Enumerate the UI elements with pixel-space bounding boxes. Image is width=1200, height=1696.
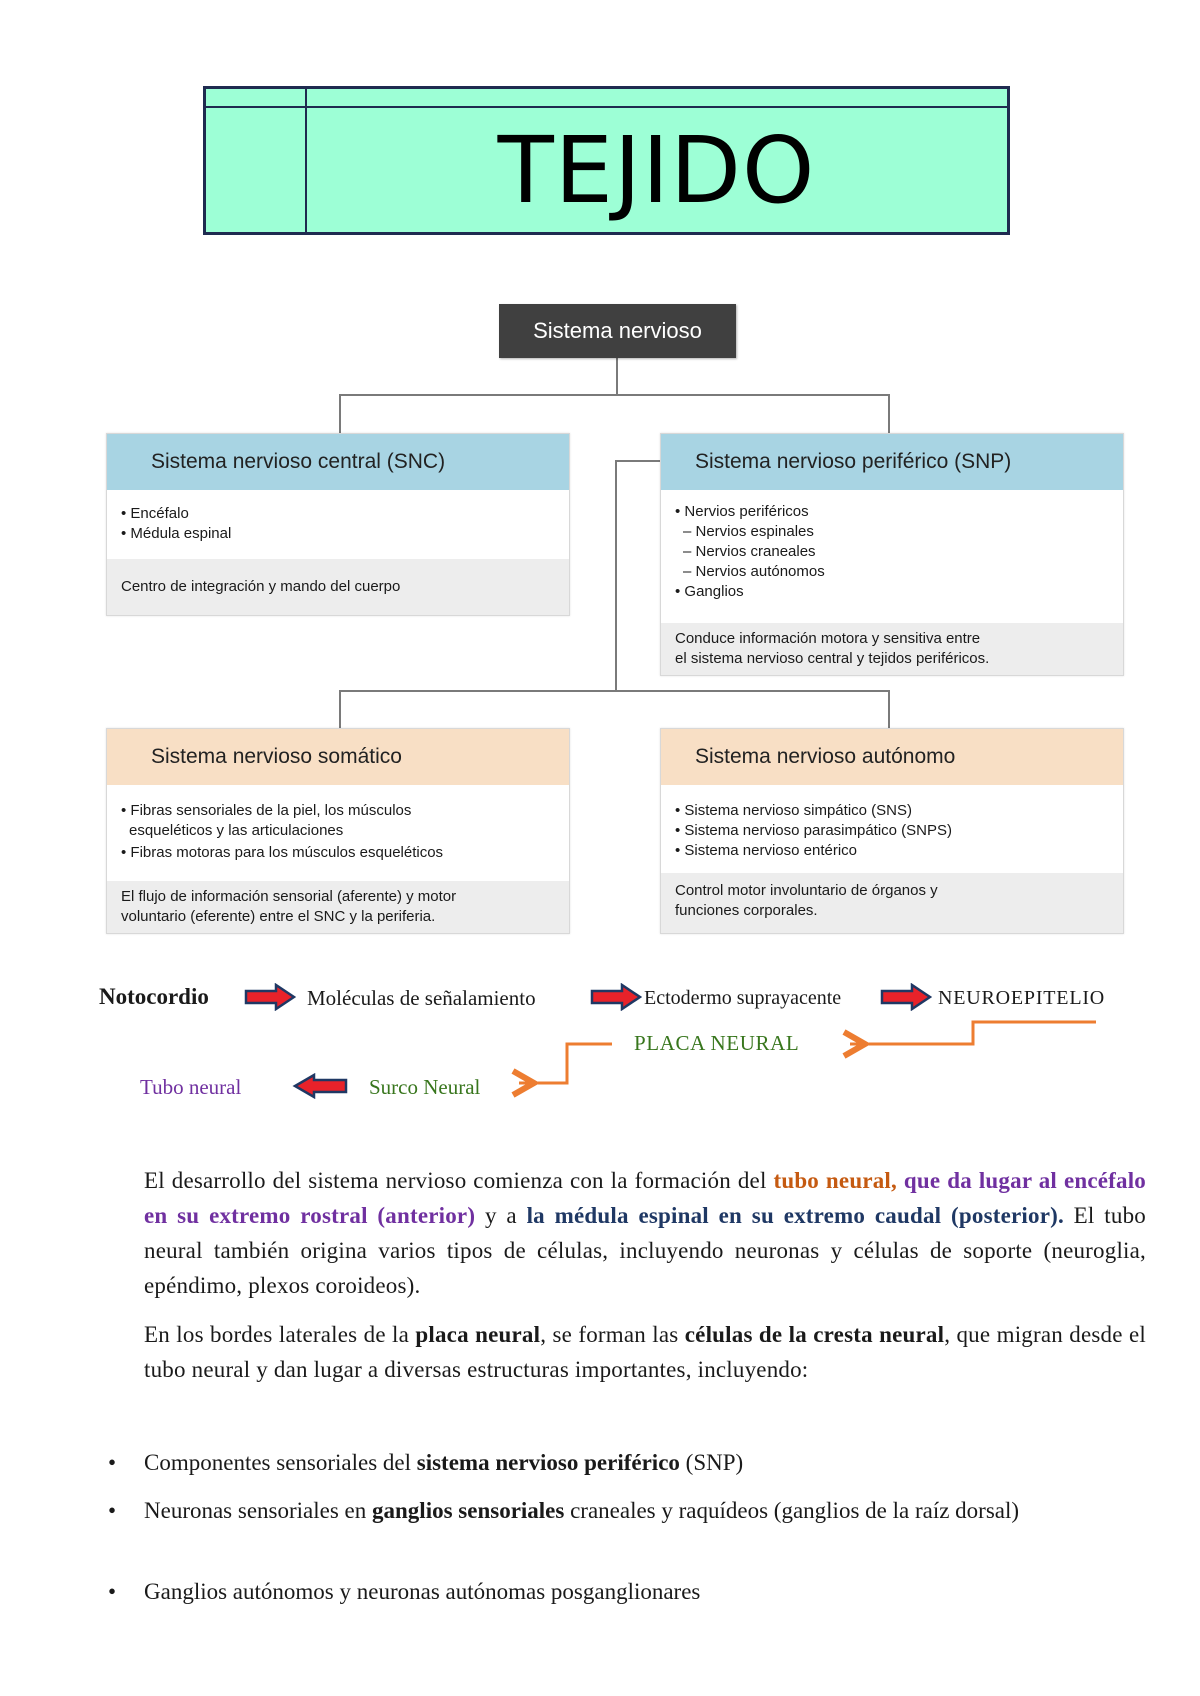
description-line: Conduce información motora y sensitiva entre (675, 630, 981, 647)
flow-surco-neural: Surco Neural (369, 1075, 481, 1099)
paragraph-text: , que migran desde el tubo neural y dan lugar a diversas estructuras importantes, incluyendo: (144, 1322, 1146, 1382)
highlight-encefalo: que da lugar al encéfalo en su extremo rostral (anterior) (144, 1168, 1147, 1228)
bullet-text-part: Ganglios autónomos y neuronas autónomas posganglionares (144, 1579, 701, 1604)
list-item: • Sistema nervioso parasimpático (SNPS) (675, 822, 953, 839)
list-item: • Sistema nervioso simpático (SNS) (675, 802, 912, 819)
bullet-item (108, 1447, 1188, 1481)
list-item: • Sistema nervioso entérico (675, 842, 857, 859)
flow-moleculas: Moléculas de señalamiento (307, 986, 536, 1010)
flow-placa-neural: PLACA NEURAL (634, 1031, 800, 1055)
highlight-medula: la médula espinal en su extremo caudal (posterior). (526, 1203, 1064, 1228)
card-autonomic-title: Sistema nervioso autónomo (661, 729, 1123, 785)
bullet-text (144, 1495, 1188, 1527)
card-somatic-title: Sistema nervioso somático (107, 729, 569, 785)
paragraph-text: En los bordes laterales de la (144, 1322, 416, 1347)
list-item: • Ganglios (675, 583, 744, 600)
flow-notocordio: Notocordio (99, 984, 209, 1009)
flow-neuroepitelio: NEUROEPITELIO (938, 987, 1106, 1009)
left-arrow-icon (292, 1073, 348, 1099)
paragraph-desarrollo (144, 1163, 1146, 1303)
list-item: • Nervios periféricos (675, 503, 809, 520)
card-snc-title: Sistema nervioso central (SNC) (107, 434, 569, 490)
description-line: el sistema nervioso central y tejidos periféricos. (675, 650, 990, 667)
description-line: El flujo de información sensorial (aferente) y motor (121, 888, 457, 905)
bold-term: células de la cresta neural (684, 1322, 945, 1347)
card-snc-description-text: Centro de integración y mando del cuerpo (121, 578, 401, 595)
paragraph-text: El desarrollo del sistema nervioso comienza con la formación del (144, 1168, 774, 1193)
flow-ectodermo: Ectodermo suprayacente (644, 987, 842, 1009)
paragraph-text: El tubo neural también origina varios tipos de células, incluyendo neuronas y células de soporte (neuroglia, epéndimo, plexos coroideos). (144, 1203, 1146, 1298)
list-item: – Nervios espinales (683, 523, 814, 540)
bullet-text-part: (SNP) (679, 1450, 744, 1475)
list-item: esqueléticos y las articulaciones (129, 822, 344, 839)
list-item: • Encéfalo (121, 505, 189, 522)
bold-term: sistema nervioso periférico (416, 1450, 680, 1475)
description-line: Control motor involuntario de órganos y (675, 882, 938, 899)
list-item: • Fibras motoras para los músculos esqueléticos (121, 844, 444, 861)
bold-term: ganglios sensoriales (372, 1498, 565, 1523)
card-snp-title: Sistema nervioso periférico (SNP) (661, 434, 1123, 490)
bullet-dot-icon: • (108, 1450, 117, 1475)
page-title: TEJIDO (497, 117, 816, 224)
paragraph-cresta-neural (144, 1317, 1146, 1387)
bullet-dot-icon: • (108, 1498, 117, 1523)
description-line: voluntario (eferente) entre el SNC y la periferia. (121, 908, 436, 925)
highlight-tubo-neural: tubo neural, (773, 1168, 904, 1193)
root-node-sistema-nervioso: Sistema nervioso (499, 304, 736, 358)
paragraph-text: , se forman las (540, 1322, 685, 1347)
bold-term: placa neural (415, 1322, 541, 1347)
bullet-item (108, 1495, 1188, 1561)
bullet-dot-icon: • (108, 1579, 117, 1604)
bullet-text-part: craneales y raquídeos (ganglios de la raíz dorsal) (564, 1498, 1020, 1523)
bullet-text (144, 1576, 1188, 1608)
description-line: funciones corporales. (675, 902, 818, 919)
list-item: • Médula espinal (121, 525, 232, 542)
list-item: • Fibras sensoriales de la piel, los músculos (121, 802, 412, 819)
flow-tubo-neural: Tubo neural (140, 1075, 242, 1099)
bullet-text-part: Componentes sensoriales del (144, 1450, 417, 1475)
bullet-text (144, 1447, 1188, 1479)
list-item: – Nervios autónomos (683, 563, 825, 580)
paragraph-text: y a (475, 1203, 527, 1228)
list-item: – Nervios craneales (683, 543, 816, 560)
bullet-text-part: Neuronas sensoriales en (144, 1498, 373, 1523)
bullet-item (108, 1576, 1188, 1610)
